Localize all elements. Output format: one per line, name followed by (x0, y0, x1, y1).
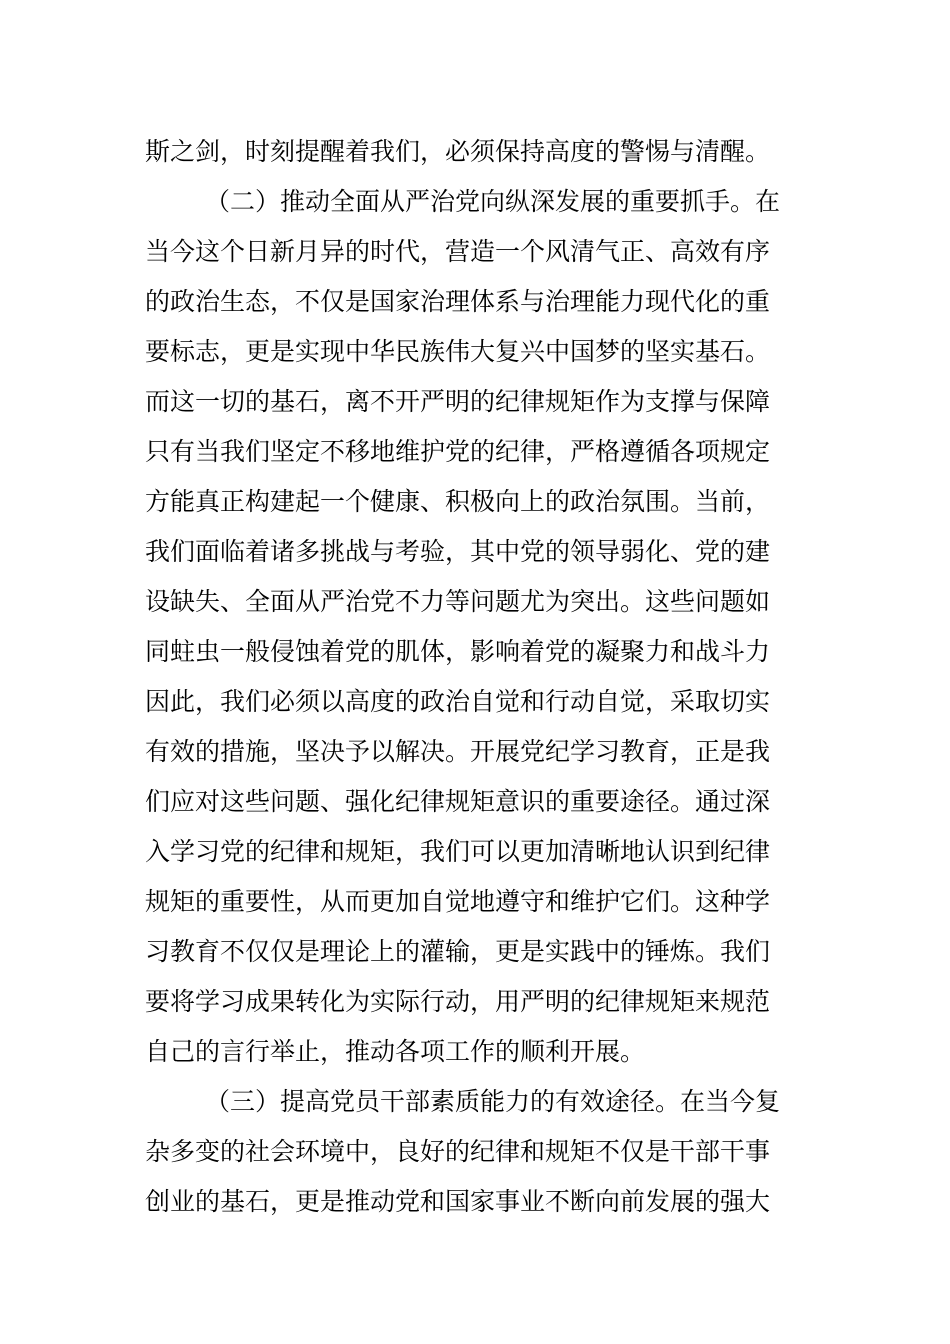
text-line: 规矩的重要性，从而更加自觉地遵守和维护它们。这种学 (145, 887, 771, 916)
text-line: 杂多变的社会环境中，良好的纪律和规矩不仅是干部干事 (145, 1137, 771, 1166)
text-line: 设缺失、全面从严治党不力等问题尤为突出。这些问题如 (145, 587, 771, 616)
text-line: 创业的基石，更是推动党和国家事业不断向前发展的强大 (145, 1187, 771, 1216)
text-line: 有效的措施，坚决予以解决。开展党纪学习教育，正是我 (145, 737, 771, 766)
text-line: 因此，我们必须以高度的政治自觉和行动自觉，采取切实 (145, 687, 771, 716)
text-line: 当今这个日新月异的时代，营造一个风清气正、高效有序 (145, 237, 771, 266)
section-heading-line: （二）推动全面从严治党向纵深发展的重要抓手。在 (205, 187, 781, 216)
section-heading-line: （三）提高党员干部素质能力的有效途径。在当今复 (205, 1087, 781, 1116)
text-line: 习教育不仅仅是理论上的灌输，更是实践中的锤炼。我们 (145, 937, 771, 966)
text-line: 而这一切的基石，离不开严明的纪律规矩作为支撑与保障 (145, 387, 771, 416)
text-line: 的政治生态，不仅是国家治理体系与治理能力现代化的重 (145, 287, 771, 316)
text-line: 要将学习成果转化为实际行动，用严明的纪律规矩来规范 (145, 987, 771, 1016)
body-text (145, 127, 810, 1227)
text-line: 自己的言行举止，推动各项工作的顺利开展。 (145, 1037, 646, 1066)
text-line: 只有当我们坚定不移地维护党的纪律，严格遵循各项规定 (145, 437, 771, 466)
text-line: 们应对这些问题、强化纪律规矩意识的重要途径。通过深 (145, 787, 771, 816)
text-line: 斯之剑，时刻提醒着我们，必须保持高度的警惕与清醒。 (145, 137, 771, 166)
text-line: 方能真正构建起一个健康、积极向上的政治氛围。当前， (145, 487, 771, 516)
text-line: 我们面临着诸多挑战与考验，其中党的领导弱化、党的建 (145, 537, 771, 566)
text-line: 要标志，更是实现中华民族伟大复兴中国梦的坚实基石。 (145, 337, 771, 366)
text-line: 同蛀虫一般侵蚀着党的肌体，影响着党的凝聚力和战斗力 (145, 637, 771, 666)
text-line: 入学习党的纪律和规矩，我们可以更加清晰地认识到纪律 (145, 837, 771, 866)
